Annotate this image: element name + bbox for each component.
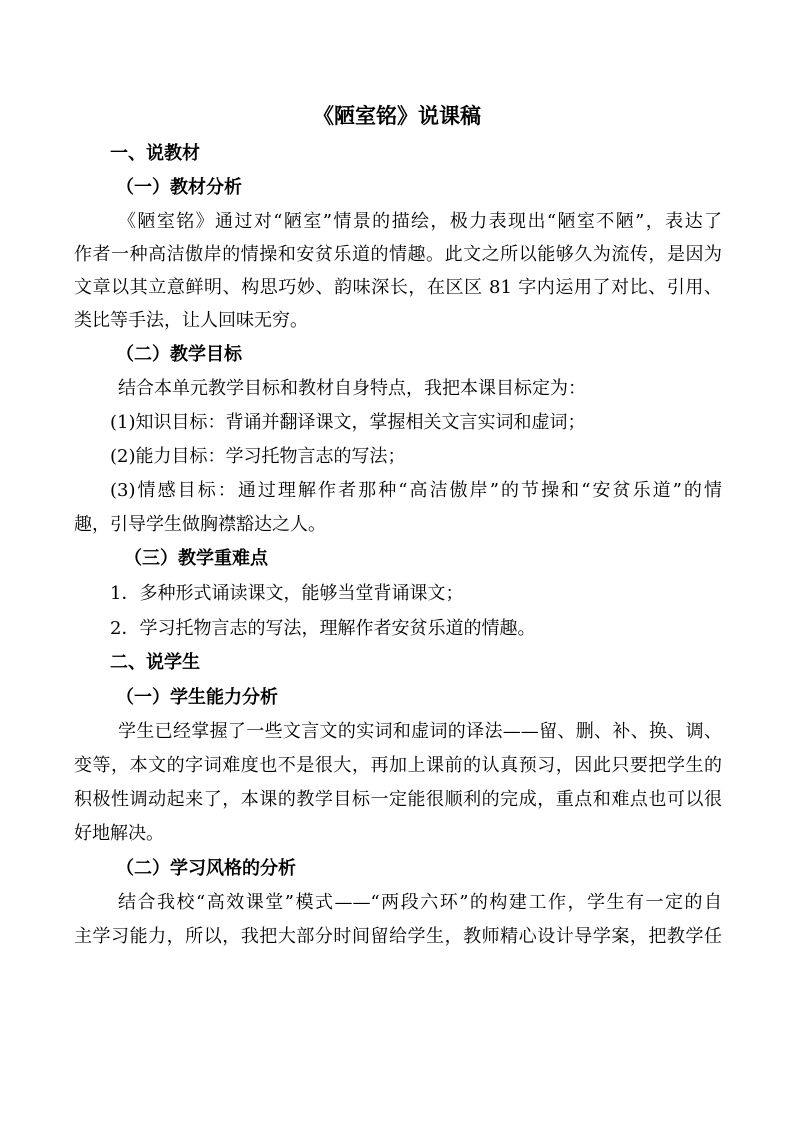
paragraph-line: 类比等手法，让人回味无穷。 — [74, 310, 308, 331]
paragraph-line: 结合本单元教学目标和教材自身特点，我把本课目标定为： — [118, 378, 586, 399]
paragraph-line: 作者一种高洁傲岸的情操和安贫乐道的情趣。此文之所以能够久为流传，是因为 — [74, 244, 722, 265]
paragraph-line: 趣，引导学生做胸襟豁达之人。 — [74, 514, 326, 535]
subsection-heading-material-analysis: （一）教材分析 — [116, 177, 242, 198]
subsection-heading-learning-style: （二）学习风格的分析 — [116, 858, 296, 879]
subsection-heading-key-points: （三）教学重难点 — [124, 548, 268, 569]
paragraph-line: 文章以其立意鲜明、构思巧妙、韵味深长，在区区 81 字内运用了对比、引用、 — [74, 277, 722, 298]
document-title: 《陋室铭》说课稿 — [313, 103, 481, 128]
goal-item-knowledge: (1)知识目标：背诵并翻译课文，掌握相关文言实词和虚词； — [110, 412, 586, 433]
paragraph-line: 主学习能力，所以，我把大部分时间留给学生，教师精心设计导学案，把教学任 — [74, 926, 722, 947]
paragraph-line: 好地解决。 — [74, 823, 164, 844]
section-heading-teaching-material: 一、说教材 — [110, 143, 200, 164]
paragraph-line: 积极性调动起来了，本课的教学目标一定能很顺利的完成，重点和难点也可以很 — [74, 789, 722, 810]
key-point-item-1: 1．多种形式诵读课文，能够当堂背诵课文； — [110, 583, 464, 604]
subsection-heading-student-ability: （一）学生能力分析 — [116, 687, 278, 708]
key-point-item-2: 2．学习托物言志的写法，理解作者安贫乐道的情趣。 — [110, 618, 536, 639]
goal-item-ability: (2)能力目标：学习托物言志的写法； — [110, 446, 406, 467]
paragraph-line: 变等，本文的字词难度也不是很大，再加上课前的认真预习，因此只要把学生的 — [74, 755, 722, 776]
goal-item-emotion: (3)情感目标：通过理解作者那种“高洁傲岸”的节操和“安贫乐道”的情 — [110, 480, 722, 501]
paragraph-line: 学生已经掌握了一些文言文的实词和虚词的译法——留、删、补、换、调、 — [118, 721, 722, 742]
subsection-heading-teaching-goals: （二）教学目标 — [116, 344, 242, 365]
section-heading-students: 二、说学生 — [110, 652, 200, 673]
paragraph-line: 《陋室铭》通过对“陋室”情景的描绘，极力表现出“陋室不陋”，表达了 — [118, 211, 722, 232]
paragraph-line: 结合我校“高效课堂”模式——“两段六环”的构建工作，学生有一定的自 — [118, 892, 722, 913]
